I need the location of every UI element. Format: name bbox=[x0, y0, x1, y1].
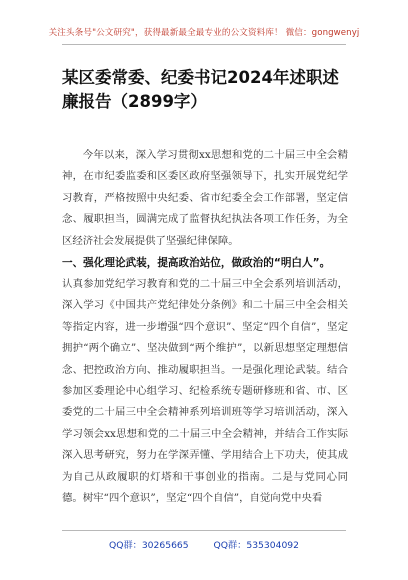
header-divider bbox=[62, 44, 346, 45]
document-body bbox=[62, 145, 348, 510]
header-banner: 关注头条号"公文研究"，获得最新最全最专业的公文资料库！ 微信：gongwenyj bbox=[48, 28, 360, 38]
section-heading: 一、强化理论武装，提高政治站位，做政治的“明白人”。 bbox=[62, 257, 331, 270]
section-paragraph: 认真参加党纪学习教育和党的二十届三中全会系列培训活动，深入学习《中国共产党纪律处分条例》和二十届三中全会相关等指定内容，进一步增强“四个意识”、坚定“四个自信”，坚定拥护“两个确立”、坚决做到“两个维护”，以新思想坚定理想信念、把控政治方向、推动履职担当。一是强化理论武装。结合参加区委理论中心组学习、纪检系统专题研修班和省、市、区委党的二十届三中全会精神系列培训班等学习培训活动，深入学习领会xx思想和党的二十届三中全会精神，并结合工作实际深入思考研究，努力在学深弄懂、学用结合上下功夫，使其成为自己从政履职的灯塔和干事创业的指南。二是与党同心同德。树牢“四个意识”，坚定“四个自信”，自觉向党中央看 bbox=[62, 278, 348, 505]
footer-qq-group-1: QQ群：30265665 bbox=[109, 540, 189, 551]
intro-paragraph: 今年以来，深入学习贯彻xx思想和党的二十届三中全会精神，在市纪委监委和区委区政府坚强领导下，扎实开展党纪学习教育，严格按照中央纪委、省市纪委全会工作部署，坚定信念、履职担当，圆满完成了监督执纪执法各项工作任务，为全区经济社会发展提供了坚强纪律保障。 bbox=[62, 149, 348, 247]
footer-divider bbox=[62, 530, 346, 531]
footer-contact bbox=[0, 537, 408, 551]
footer-qq-group-2: QQ群：535304092 bbox=[213, 540, 299, 551]
document-title: 某区委常委、纪委书记2024年述职述廉报告（2899字） bbox=[62, 68, 339, 111]
